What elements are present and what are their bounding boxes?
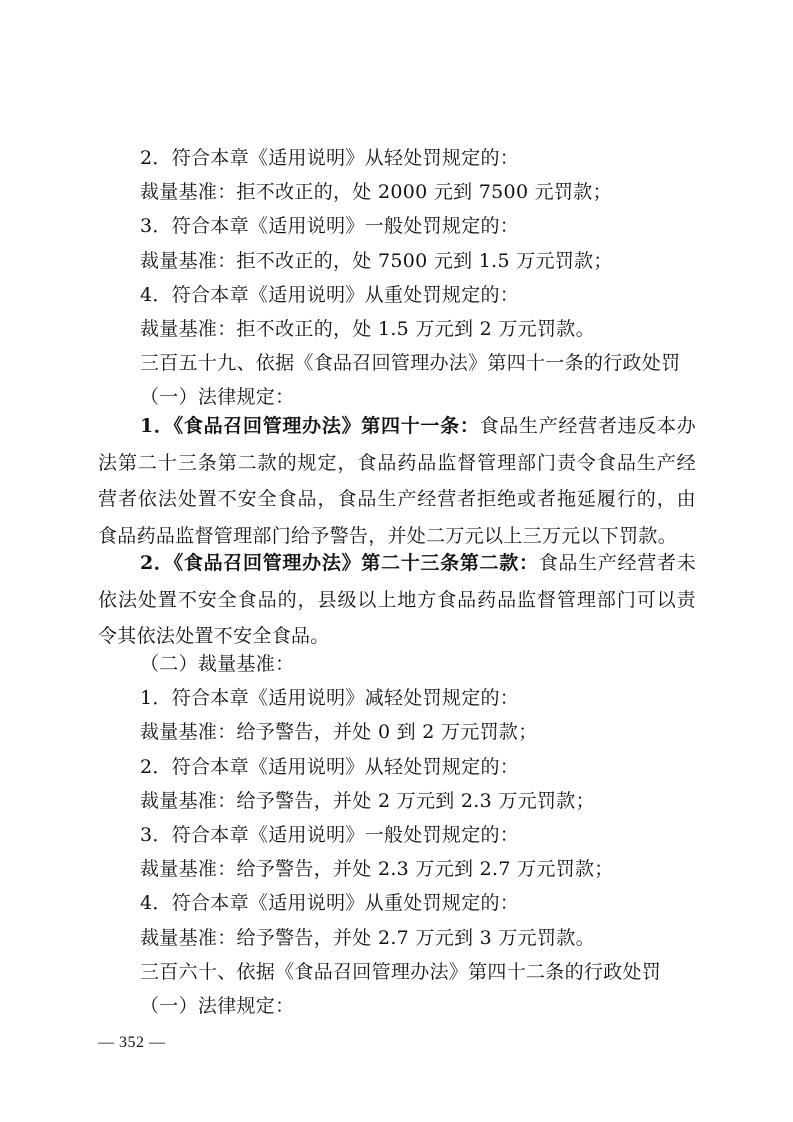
top-item-2-standard: 裁量基准：拒不改正的，处 2000 元到 7500 元罚款； [140, 181, 612, 203]
page-number: — 352 — [98, 1034, 166, 1051]
legal-item-1-text: 食品生产经营者违反本办法第二十三条第二款的规定，食品药品监督管理部门责令食品生产经营者依法处置不安全食品，食品生产经营者拒绝或者拖延履行的，由食品药品监督管理部门给予警告，并处二万元以上三万元以下罚款。 [98, 415, 696, 547]
article-360-heading: 三百六十、依据《食品召回管理办法》第四十二条的行政处罚 [140, 961, 662, 983]
top-item-2-heading: 2．符合本章《适用说明》从轻处罚规定的： [140, 147, 520, 169]
legal-item-1-label: 1．《食品召回管理办法》第四十一条： [140, 415, 480, 437]
standard-3-heading: 3．符合本章《适用说明》一般处罚规定的： [140, 824, 520, 846]
article-360-legal-heading: （一）法律规定： [140, 995, 295, 1017]
top-item-3-heading: 3．符合本章《适用说明》一般处罚规定的： [140, 215, 520, 237]
standard-3-text: 裁量基准：给予警告，并处 2.3 万元到 2.7 万元罚款； [140, 858, 614, 880]
top-item-3-standard: 裁量基准：拒不改正的，处 7500 元到 1.5 万元罚款； [140, 250, 613, 272]
standard-1-text: 裁量基准：给予警告，并处 0 到 2 万元罚款； [140, 721, 538, 743]
article-359-legal-item-1 [98, 408, 696, 554]
top-item-4-heading: 4．符合本章《适用说明》从重处罚规定的： [140, 284, 520, 306]
article-359-legal-heading: （一）法律规定： [140, 386, 295, 408]
legal-item-2-text: 食品生产经营者未依法处置不安全食品的，县级以上地方食品药品监督管理部门可以责令其依法处置不安全食品。 [98, 552, 696, 647]
standard-4-heading: 4．符合本章《适用说明》从重处罚规定的： [140, 892, 520, 914]
article-359-legal-item-2 [98, 545, 696, 655]
standard-4-text: 裁量基准：给予警告，并处 2.7 万元到 3 万元罚款。 [140, 927, 595, 949]
standard-2-text: 裁量基准：给予警告，并处 2 万元到 2.3 万元罚款； [140, 790, 595, 812]
article-359-heading: 三百五十九、依据《食品召回管理办法》第四十一条的行政处罚 [140, 352, 681, 374]
top-item-4-standard: 裁量基准：拒不改正的，处 1.5 万元到 2 万元罚款。 [140, 318, 595, 340]
standard-1-heading: 1．符合本章《适用说明》减轻处罚规定的： [140, 687, 520, 709]
standard-2-heading: 2．符合本章《适用说明》从轻处罚规定的： [140, 756, 520, 778]
article-359-standard-heading: （二）裁量基准： [140, 653, 295, 675]
legal-item-2-label: 2．《食品召回管理办法》第二十三条第二款： [140, 552, 539, 574]
